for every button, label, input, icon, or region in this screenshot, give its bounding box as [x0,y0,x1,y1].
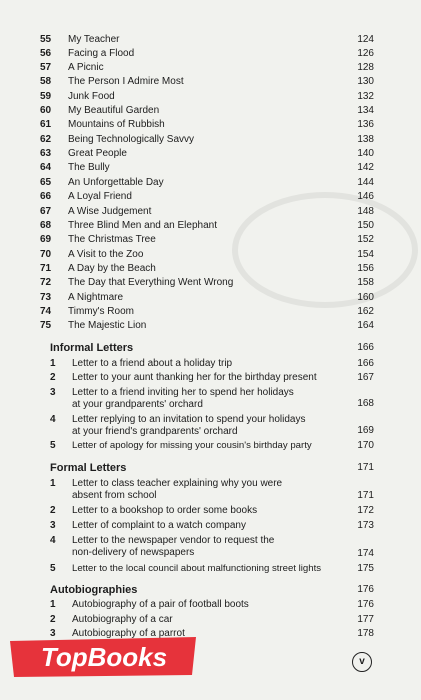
list-item[interactable]: 56 Facing a Flood 126 [40,48,374,59]
page-number: v [352,652,372,672]
list-item[interactable]: 74 Timmy's Room 162 [40,306,374,317]
list-item[interactable]: 71 A Day by the Beach 156 [40,263,374,274]
list-item[interactable]: 73 A Nightmare 160 [40,292,374,303]
list-item[interactable]: 57 A Picnic 128 [40,62,374,73]
list-item[interactable]: 69 The Christmas Tree 152 [40,234,374,245]
list-item[interactable]: 62 Being Technologically Savvy 138 [40,134,374,145]
list-item[interactable]: 5 Letter of apology for missing your cousin's birthday party 170 [50,440,374,451]
list-item[interactable]: 63 Great People 140 [40,148,374,159]
list-item[interactable]: 3 Letter to a friend inviting her to spend her holidays at your grandparents' orchard 168 [50,387,374,410]
list-item[interactable]: 1 Letter to a friend about a holiday trip 166 [50,358,374,369]
topbooks-logo-shape-icon [6,633,202,681]
list-item[interactable]: 61 Mountains of Rubbish 136 [40,119,374,130]
list-item[interactable]: 55 My Teacher 124 [40,34,374,45]
list-item[interactable]: 1 Letter to class teacher explaining why you were absent from school 171 [50,478,374,501]
topbooks-logo-icon [6,633,202,681]
list-item[interactable]: 60 My Beautiful Garden 134 [40,105,374,116]
list-item[interactable]: 59 Junk Food 132 [40,91,374,102]
list-item[interactable]: 66 A Loyal Friend 146 [40,191,374,202]
list-item[interactable]: 5 Letter to the local council about malfunctioning street lights 175 [50,563,374,574]
list-item[interactable]: 3 Letter of complaint to a watch company 173 [50,520,374,531]
list-item[interactable]: 3 Autobiography of a parrot 178 [50,628,374,639]
list-item[interactable]: 2 Autobiography of a car 177 [50,614,374,625]
section-heading-formal-letters[interactable]: Formal Letters 171 [50,462,374,474]
svg-text:TopBooks: TopBooks [40,642,168,672]
list-item[interactable]: 2 Letter to a bookshop to order some books 172 [50,505,374,516]
list-item[interactable]: 70 A Visit to the Zoo 154 [40,249,374,260]
list-item[interactable]: 58 The Person I Admire Most 130 [40,76,374,87]
list-item[interactable]: 2 Letter to your aunt thanking her for the birthday present 167 [50,372,374,383]
list-item[interactable]: 75 The Majestic Lion 164 [40,320,374,331]
list-item[interactable]: 65 An Unforgettable Day 144 [40,177,374,188]
list-item[interactable]: 67 A Wise Judgement 148 [40,206,374,217]
section-heading-informal-letters[interactable]: Informal Letters 166 [50,342,374,354]
list-item[interactable]: 68 Three Blind Men and an Elephant 150 [40,220,374,231]
list-item[interactable]: 64 The Bully 142 [40,162,374,173]
section-heading-autobiographies[interactable]: Autobiographies 176 [50,584,374,596]
list-item[interactable]: 4 Letter replying to an invitation to spend your holidays at your friend's grandparents' orchard 169 [50,414,374,437]
list-item[interactable]: 1 Autobiography of a pair of football boots 176 [50,599,374,610]
list-item[interactable]: 4 Letter to the newspaper vendor to request the non-delivery of newspapers 174 [50,535,374,559]
list-item[interactable]: 72 The Day that Everything Went Wrong 158 [40,277,374,288]
